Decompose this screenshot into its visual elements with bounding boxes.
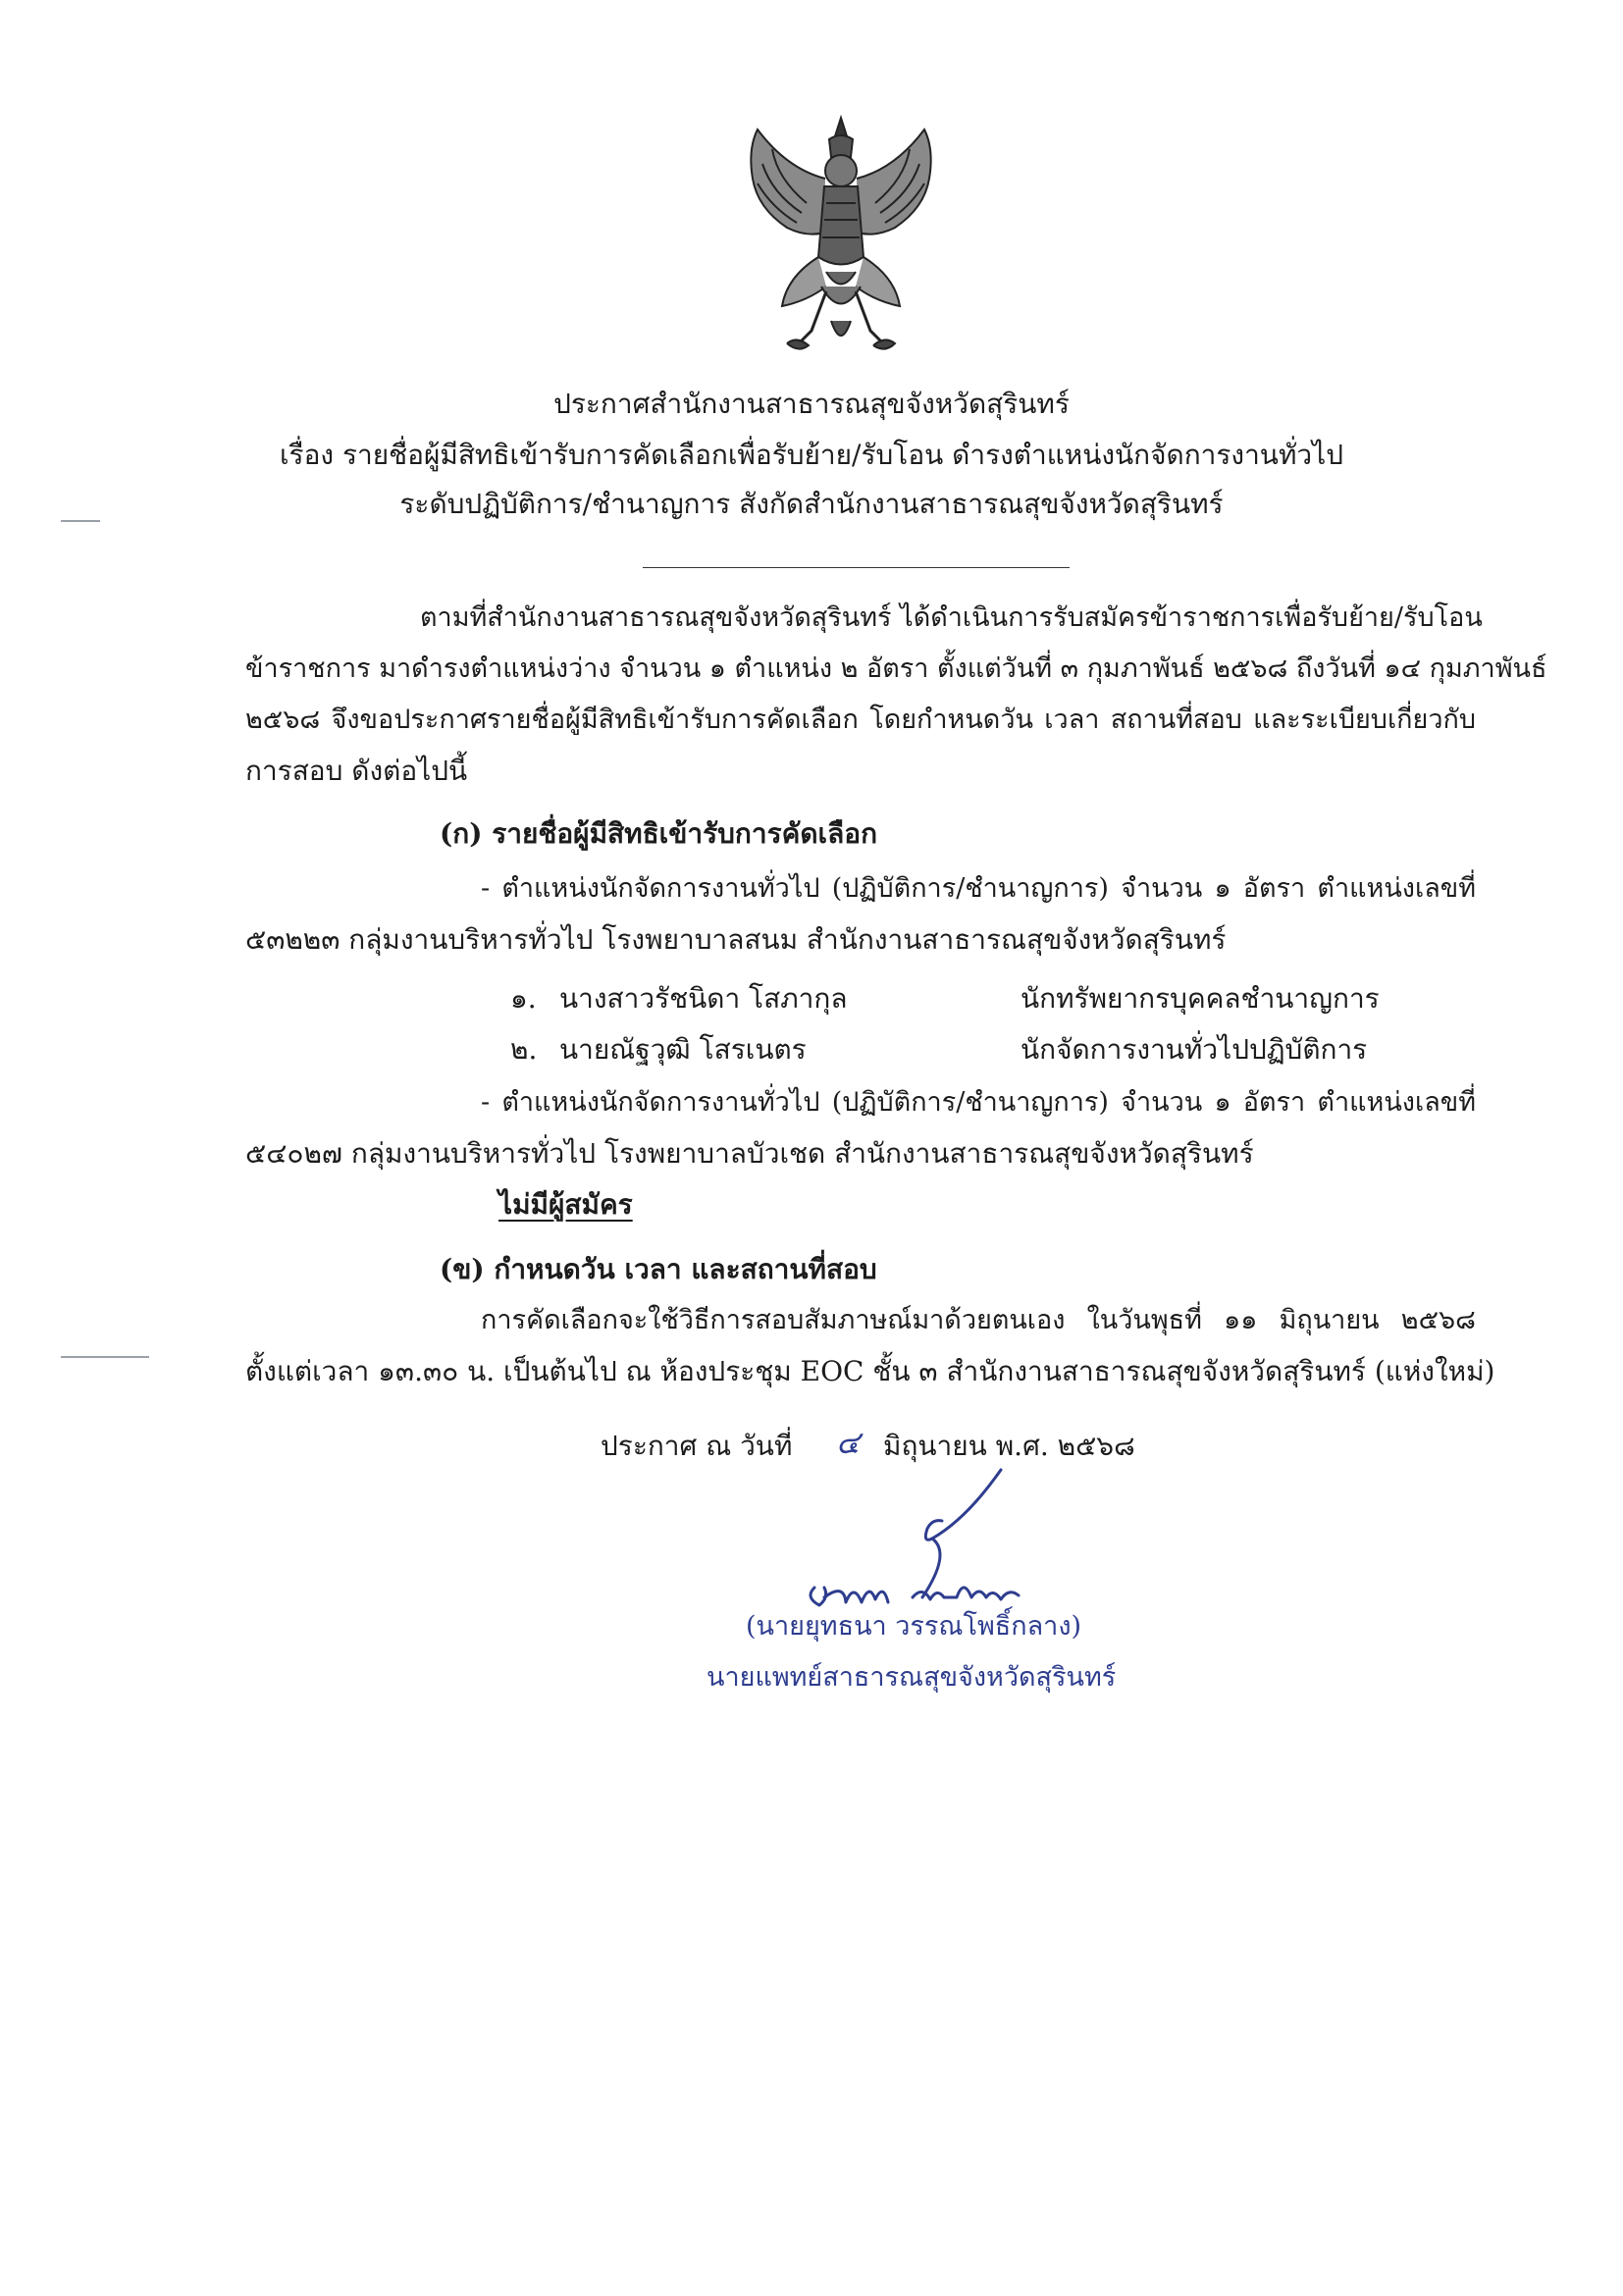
candidate-current-position: นักจัดการงานทั่วไปปฏิบัติการ — [1021, 1033, 1368, 1066]
intro-paragraph-line: ตามที่สำนักงานสาธารณสุขจังหวัดสุรินทร์ ได้ดำเนินการรับสมัครข้าราชการเพื่อรับย้าย/รับโอน — [420, 602, 1483, 633]
document-subject-line2: ระดับปฏิบัติการ/ชำนาญการ สังกัดสำนักงานสาธารณสุขจังหวัดสุรินทร์ — [399, 488, 1224, 520]
signatory-name: (นายยุทธนา วรรณโพธิ์กลาง) — [746, 1611, 1082, 1642]
document-title: ประกาศสำนักงานสาธารณสุขจังหวัดสุรินทร์ — [553, 388, 1070, 420]
exam-schedule-line: ตั้งแต่เวลา ๑๓.๓๐ น. เป็นต้นไป ณ ห้องประชุม EOC ชั้น ๓ สำนักงานสาธารณสุขจังหวัดสุรินทร์ (แห่งใหม่) — [245, 1355, 1495, 1387]
intro-paragraph-line: การสอบ ดังต่อไปนี้ — [245, 755, 468, 787]
signatory-title: นายแพทย์สาธารณสุขจังหวัดสุรินทร์ — [707, 1662, 1117, 1693]
title-divider — [643, 567, 1070, 568]
announce-date-suffix: มิถุนายน พ.ศ. ๒๕๖๘ — [883, 1430, 1135, 1462]
position2-description: - ตำแหน่งนักจัดการงานทั่วไป (ปฏิบัติการ/ชำนาญการ) จำนวน ๑ อัตรา ตำแหน่งเลขที่ — [481, 1087, 1476, 1118]
announce-date-prefix: ประกาศ ณ วันที่ — [601, 1430, 793, 1462]
exam-schedule-line: การคัดเลือกจะใช้วิธีการสอบสัมภาษณ์มาด้วยตนเอง ในวันพุธที่ ๑๑ มิถุนายน ๒๕๖๘ — [481, 1305, 1476, 1335]
intro-paragraph-line: ข้าราชการ มาดำรงตำแหน่งว่าง จำนวน ๑ ตำแหน่ง ๒ อัตรา ตั้งแต่วันที่ ๓ กุมภาพันธ์ ๒๕๖๘ ถึงวันที่ ๑๔ กุมภาพันธ์ — [245, 653, 1547, 684]
scan-mark — [61, 1356, 149, 1358]
document-subject: เรื่อง รายชื่อผู้มีสิทธิเข้ารับการคัดเลือกเพื่อรับย้าย/รับโอน ดำรงตำแหน่งนักจัดการงานทั่วไป — [279, 439, 1343, 471]
position2-description: ๕๔๐๒๗ กลุ่มงานบริหารทั่วไป โรงพยาบาลบัวเชด สำนักงานสาธารณสุขจังหวัดสุรินทร์ — [245, 1137, 1254, 1170]
candidate-name: นายณัฐวุฒิ โสรเนตร — [559, 1033, 807, 1066]
handwritten-signature — [785, 1460, 1109, 1627]
section-b-heading: (ข) กำหนดวัน เวลา และสถานที่สอบ — [440, 1253, 877, 1285]
no-applicant-note: ไม่มีผู้สมัคร — [498, 1188, 633, 1221]
candidate-number: ๒. — [510, 1033, 538, 1066]
candidate-current-position: นักทรัพยากรบุคคลชำนาญการ — [1021, 982, 1380, 1015]
garuda-emblem-icon — [728, 110, 954, 365]
position1-description: - ตำแหน่งนักจัดการงานทั่วไป (ปฏิบัติการ/ชำนาญการ) จำนวน ๑ อัตรา ตำแหน่งเลขที่ — [481, 873, 1476, 904]
intro-paragraph-line: ๒๕๖๘ จึงขอประกาศรายชื่อผู้มีสิทธิเข้ารับการคัดเลือก โดยกำหนดวัน เวลา สถานที่สอบ และระเบียบเกี่ยวกับ — [245, 704, 1476, 735]
section-a-heading: (ก) รายชื่อผู้มีสิทธิเข้ารับการคัดเลือก — [440, 817, 878, 850]
position1-description: ๕๓๒๒๓ กลุ่มงานบริหารทั่วไป โรงพยาบาลสนม สำนักงานสาธารณสุขจังหวัดสุรินทร์ — [245, 923, 1227, 956]
candidate-number: ๑. — [510, 982, 537, 1015]
announce-date-day: ๔ — [836, 1424, 861, 1461]
candidate-name: นางสาวรัชนิดา โสภากุล — [559, 982, 848, 1015]
